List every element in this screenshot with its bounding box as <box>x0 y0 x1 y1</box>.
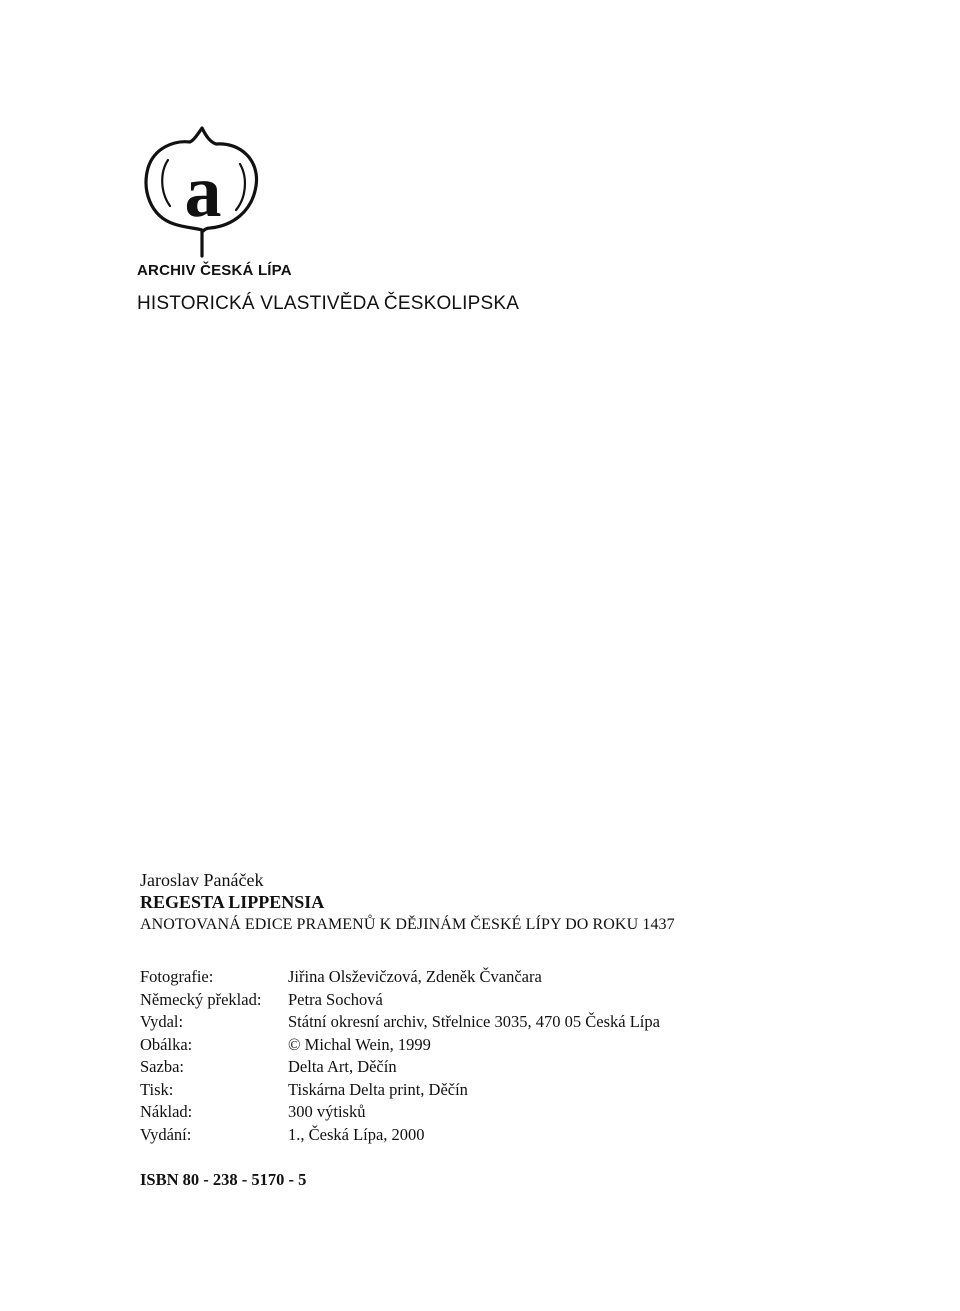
colophon-table <box>140 966 660 1146</box>
colophon-value: Jiřina Olsževičzová, Zdeněk Čvančara <box>288 967 542 986</box>
colophon-label: Obálka: <box>140 1034 193 1054</box>
book-title: REGESTA LIPPENSIA <box>140 892 325 912</box>
colophon-value: 300 výtisků <box>288 1102 366 1121</box>
colophon-label: Tisk: <box>140 1079 174 1099</box>
colophon-row-publisher <box>140 1011 660 1034</box>
archive-leaf-logo <box>140 120 268 260</box>
colophon-row-translation <box>140 989 660 1012</box>
colophon-label: Německý překlad: <box>140 989 262 1009</box>
colophon-value: © Michal Wein, 1999 <box>288 1034 431 1054</box>
colophon-row-typesetting <box>140 1056 660 1079</box>
colophon-label: Vydal: <box>140 1012 184 1031</box>
colophon-label: Fotografie: <box>140 967 214 986</box>
colophon-value: Delta Art, Děčín <box>288 1057 397 1076</box>
colophon-row-copies <box>140 1101 660 1124</box>
colophon-value: Petra Sochová <box>288 989 383 1009</box>
colophon-row-cover <box>140 1034 660 1057</box>
colophon-value: Tiskárna Delta print, Děčín <box>288 1079 468 1099</box>
colophon-label: Vydání: <box>140 1124 192 1144</box>
colophon-value: 1., Česká Lípa, 2000 <box>288 1124 425 1144</box>
colophon-value: Státní okresní archiv, Střelnice 3035, 470 05 Česká Lípa <box>288 1012 660 1031</box>
colophon-row-photography <box>140 966 660 989</box>
book-subtitle: ANOTOVANÁ EDICE PRAMENŮ K DĚJINÁM ČESKÉ LÍPY DO ROKU 1437 <box>140 916 675 933</box>
colophon-row-edition <box>140 1124 660 1147</box>
series-name: HISTORICKÁ VLASTIVĚDA ČESKOLIPSKA <box>137 293 520 314</box>
leaf-icon <box>140 120 268 260</box>
book-author: Jaroslav Panáček <box>140 870 264 890</box>
colophon-row-print <box>140 1079 660 1102</box>
isbn-number: ISBN 80 - 238 - 5170 - 5 <box>140 1170 307 1189</box>
svg-text:a: a <box>184 151 222 233</box>
publisher-name: ARCHIV ČESKÁ LÍPA <box>137 262 292 279</box>
colophon-label: Náklad: <box>140 1102 193 1121</box>
colophon-label: Sazba: <box>140 1057 184 1076</box>
